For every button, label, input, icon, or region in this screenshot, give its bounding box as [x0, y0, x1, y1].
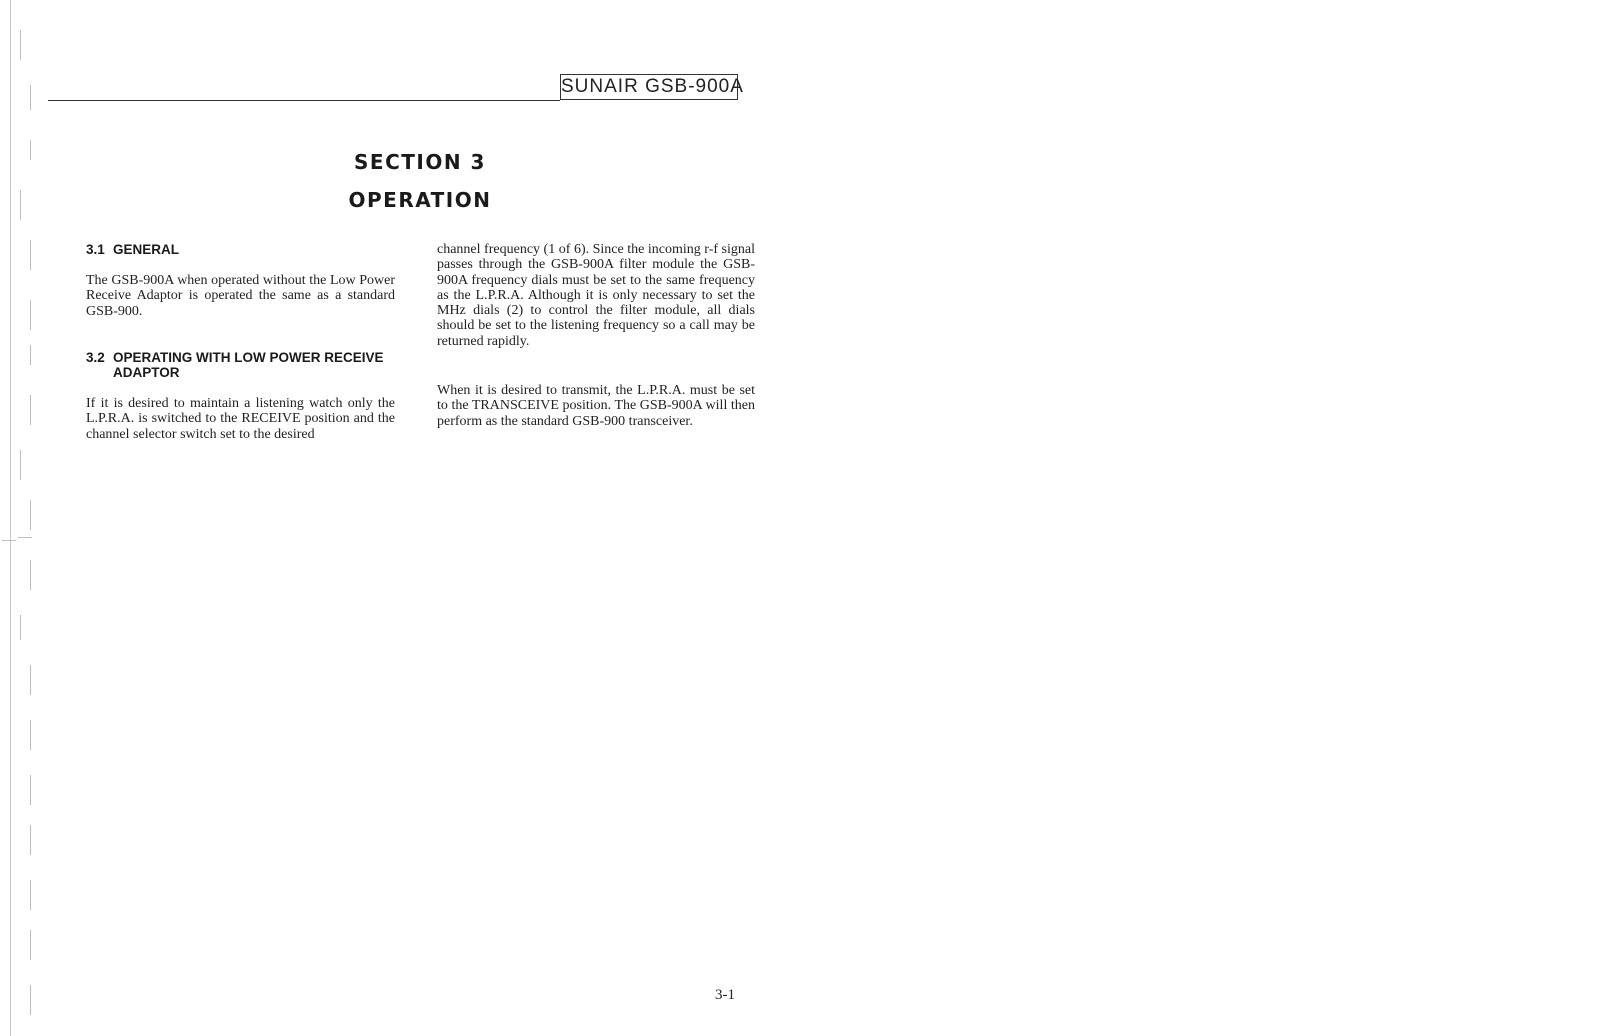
- subsection-number: 3.1: [86, 242, 105, 257]
- subsection-title-line2: ADAPTOR: [113, 365, 180, 380]
- subsection-heading-operating: [86, 350, 416, 380]
- paragraph-channel-frequency: channel frequency (1 of 6). Since the incoming r-f signal passes through the GSB-900A filter module the GSB-900A frequency dials must be set to the same frequency as the L.P.R.A. Although it is only necessary to set the MHz dials (2) to control the filter module, all dials should be set to the listening frequency so a call may be returned rapidly.: [437, 242, 755, 349]
- subsection-heading-general: [86, 242, 406, 257]
- paragraph-transmit: When it is desired to transmit, the L.P.R.A. must be set to the TRANSCEIVE position. The GSB-900A will then perform as the standard GSB-900 transceiver.: [437, 383, 755, 429]
- model-label: SUNAIR GSB-900A: [560, 74, 738, 100]
- paragraph-general: The GSB-900A when operated without the Low Power Receive Adaptor is operated the same as a standard GSB-900.: [86, 273, 395, 319]
- page-number: 3-1: [715, 987, 735, 1003]
- header-rule: [48, 100, 560, 101]
- section-number: SECTION 3: [354, 150, 486, 174]
- paragraph-listening-watch: If it is desired to maintain a listening watch only the L.P.R.A. is switched to the RECEIVE position and the channel selector switch set to the desired: [86, 396, 395, 442]
- section-title: OPERATION: [348, 188, 492, 212]
- binding-edge: [0, 0, 40, 1036]
- subsection-title: GENERAL: [113, 242, 180, 257]
- subsection-number: 3.2: [86, 350, 105, 365]
- subsection-title-line1: OPERATING WITH LOW POWER RECEIVE: [113, 350, 384, 365]
